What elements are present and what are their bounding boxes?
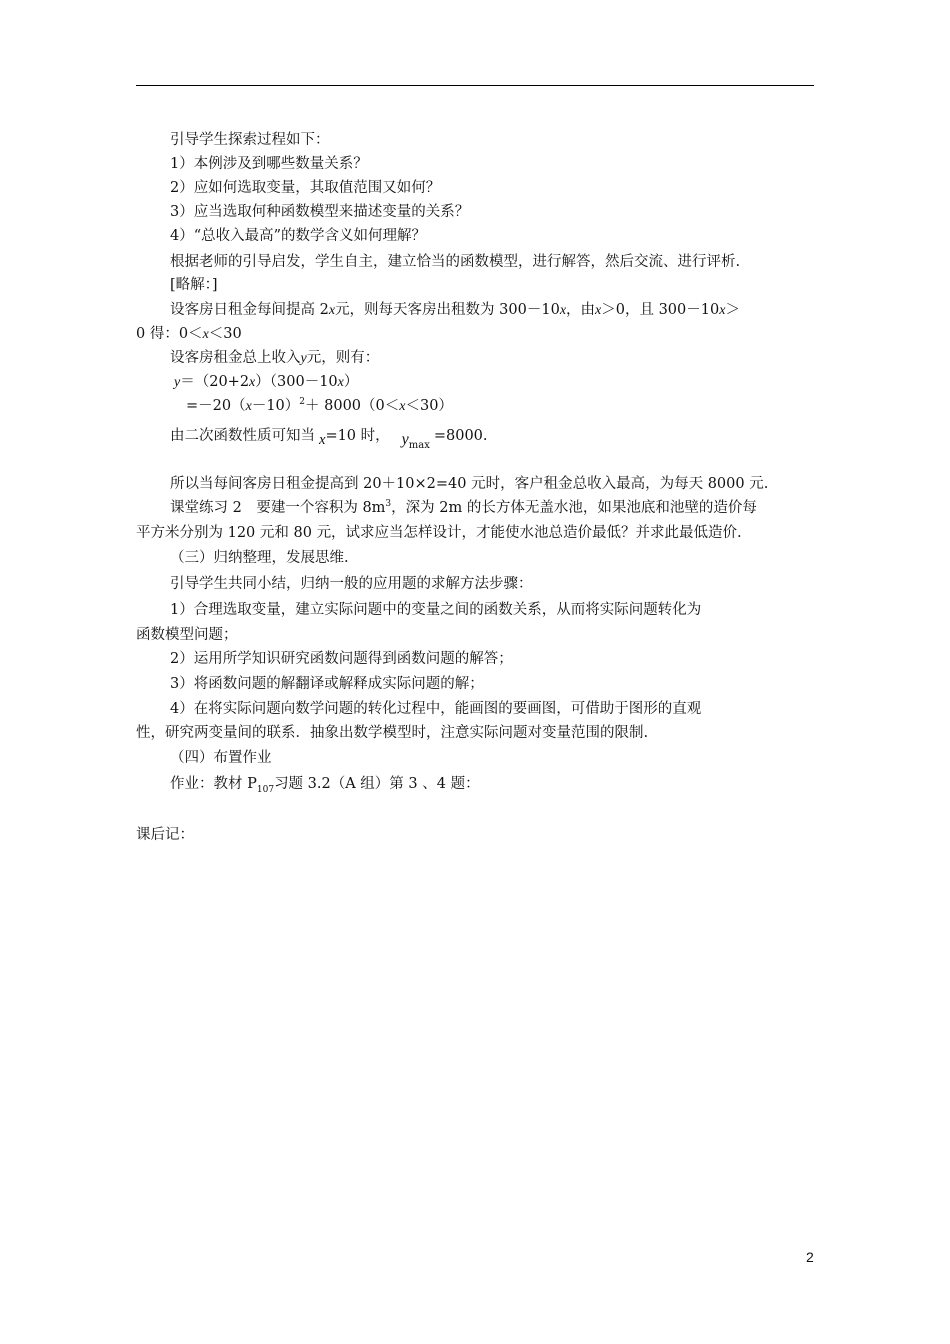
text-line: 3）应当选取何种函数模型来描述变量的关系？ [170,204,470,220]
text-line: 2）应如何选取变量，其取值范围又如何？ [170,180,441,196]
text-line: 3）将函数问题的解翻译或解释成实际问题的解； [170,676,484,692]
text-line: 由二次函数性质可知当 x=10 时， $y_{max}=8000$. [170,428,488,451]
section-heading: （四）布置作业 [170,750,272,766]
text-line: 引导学生探索过程如下： [170,132,330,148]
text-line: 根据老师的引导启发，学生自主，建立恰当的函数模型，进行解答，然后交流、进行评析. [170,254,741,270]
text-line: 设客房日租金每间提高 2x元，则每天客房出租数为 300－10x，由x＞0，且 300－10x＞ [170,302,740,318]
ymax-symbol: $y_{max}$ [401,431,430,451]
text-line: 性，研究两变量间的联系．抽象出数学模型时，注意实际问题对变量范围的限制. [136,725,649,741]
header-rule [136,85,814,86]
section-heading: （三）归纳整理，发展思维. [170,550,349,566]
text-line: 设客房租金总上收入y元，则有： [170,350,380,366]
text-line: 4）在将实际问题向数学问题的转化过程中，能画图的要画图，可借助于图形的直观 [170,701,702,717]
text-line: 课堂练习 2 要建一个容积为 $8m^3$，深为 2m 的长方体无盖水池，如果池底和池壁的造价每 [170,499,757,516]
text-line: 函数模型问题； [136,627,238,643]
page-number: 2 [806,1249,814,1265]
text-line: 1）合理选取变量，建立实际问题中的变量之间的函数关系，从而将实际问题转化为 [170,602,702,618]
text-line: 4）“总收入最高”的数学含义如何理解？ [170,228,427,244]
formula-line: y＝（20+2x）（300－10x） [174,374,359,390]
formula-line: $=-20(x-10)^2+ 8000(0<x<30)$ [186,397,453,414]
text-line: 作业：教材 $P_{107}$习题 3.2（A 组）第 3 、4 题： [170,776,480,795]
text-line: [略解：] [170,277,218,293]
text-line: 2）运用所学知识研究函数问题得到函数问题的解答； [170,651,513,667]
text-line: 0 得：0＜x＜30 [136,326,242,342]
text-line: 引导学生共同小结，归纳一般的应用题的求解方法步骤： [170,576,533,592]
text-line: 所以当每间客房日租金提高到 20＋10×2=40 元时，客户租金总收入最高，为每天 8000 元. [170,476,769,492]
text-line: 课后记： [136,827,194,843]
text-line: 平方米分别为 120 元和 80 元，试求应当怎样设计，才能使水池总造价最低？并求此最低造价. [136,525,742,541]
text-line: 1）本例涉及到哪些数量关系？ [170,156,368,172]
